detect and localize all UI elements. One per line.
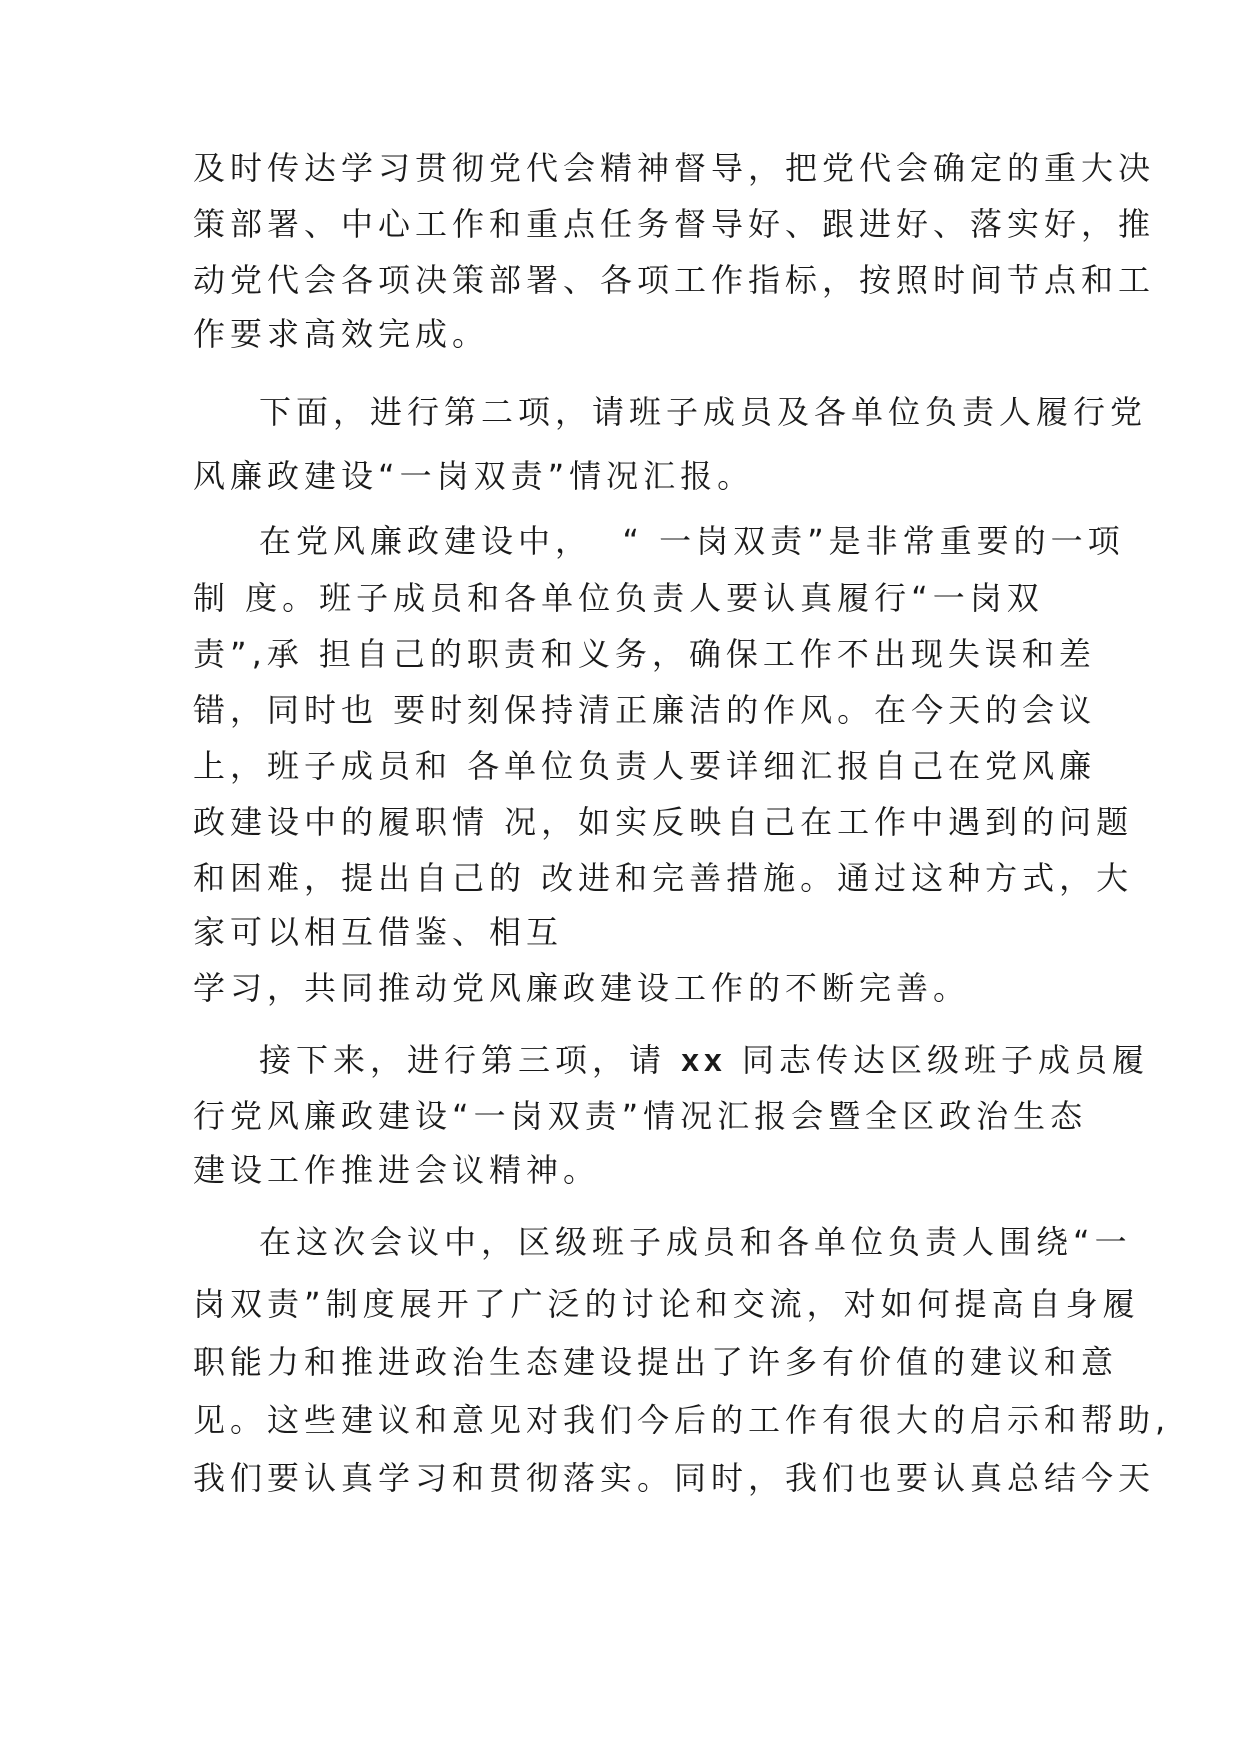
- paragraph-4-line-1: [259, 1040, 1149, 1080]
- paragraph-3-line-5: 上，班子成员和 各单位负责人要详细汇报自己在党风廉: [193, 747, 1097, 785]
- paragraph-1-line-4: 作要求高效完成。: [193, 315, 490, 353]
- paragraph-3-line-1: 在党风廉政建设中， “ 一岗双责”是非常重要的一项: [259, 522, 1125, 560]
- paragraph-4-line-1-end: 同志传达区级班子成员履: [726, 1041, 1149, 1079]
- placeholder-name: xx: [681, 1042, 727, 1078]
- paragraph-2-line-1: 下面，进行第二项，请班子成员及各单位负责人履行党: [259, 393, 1148, 431]
- paragraph-5-line-1: 在这次会议中，区级班子成员和各单位负责人围绕“一: [259, 1223, 1132, 1261]
- paragraph-1-line-1: 及时传达学习贯彻党代会精神督导，把党代会确定的重大决: [193, 149, 1156, 187]
- paragraph-3-line-3: 责”,承 担自己的职责和义务，确保工作不出现失误和差: [193, 635, 1096, 673]
- paragraph-3-line-4: 错，同时也 要时刻保持清正廉洁的作风。在今天的会议: [193, 691, 1097, 729]
- paragraph-1-line-3: 动党代会各项决策部署、各项工作指标，按照时间节点和工: [193, 261, 1156, 299]
- paragraph-3-line-2: 制 度。班子成员和各单位负责人要认真履行“一岗双: [193, 579, 1044, 617]
- paragraph-4-line-3: 建设工作推进会议精神。: [193, 1151, 601, 1189]
- paragraph-5-line-5: 我们要认真学习和贯彻落实。同时，我们也要认真总结今天: [193, 1459, 1156, 1497]
- paragraph-3-line-7: 和困难，提出自己的 改进和完善措施。通过这种方式，大: [193, 859, 1134, 897]
- paragraph-3-line-8: 家可以相互借鉴、相互: [193, 913, 564, 951]
- paragraph-4-line-2: 行党风廉政建设“一岗双责”情况汇报会暨全区政治生态: [193, 1097, 1088, 1135]
- paragraph-5-line-3: 职能力和推进政治生态建设提出了许多有价值的建议和意: [193, 1343, 1119, 1381]
- paragraph-5-line-4: 见。这些建议和意见对我们今后的工作有很大的启示和帮助,: [193, 1401, 1171, 1439]
- paragraph-5-line-2: 岗双责”制度展开了广泛的讨论和交流，对如何提高自身履: [193, 1285, 1140, 1323]
- paragraph-1-line-2: 策部署、中心工作和重点任务督导好、跟进好、落实好，推: [193, 205, 1156, 243]
- paragraph-3-line-9: 学习，共同推动党风廉政建设工作的不断完善。: [193, 969, 971, 1007]
- paragraph-4-line-1-start: 接下来，进行第三项，请: [259, 1041, 682, 1079]
- paragraph-2-line-2: 风廉政建设“一岗双责”情况汇报。: [193, 457, 755, 495]
- paragraph-3-line-6: 政建设中的履职情 况，如实反映自己在工作中遇到的问题: [193, 803, 1134, 841]
